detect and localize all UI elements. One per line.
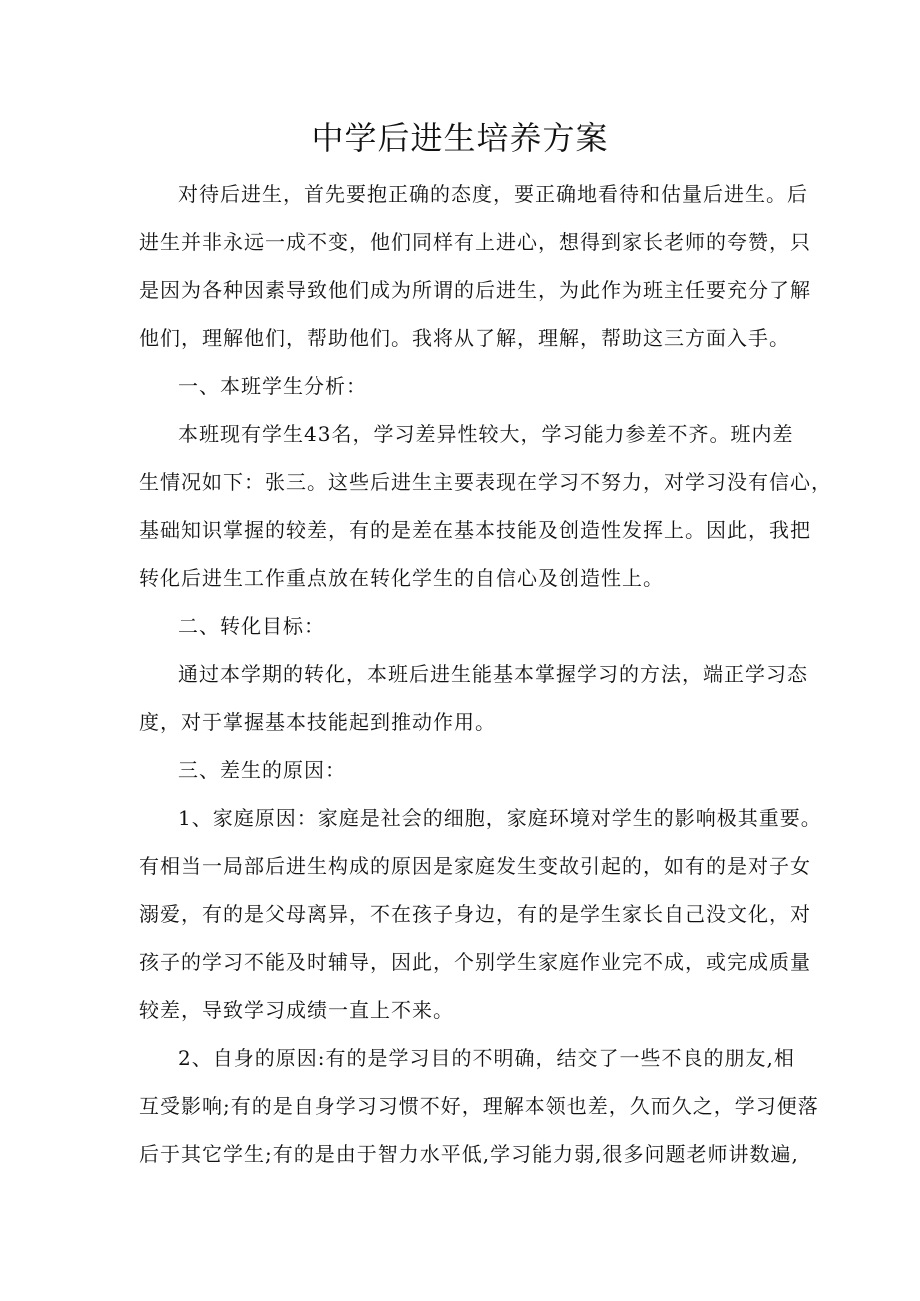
section-heading: 二、转化目标： [178, 614, 325, 638]
document-title: 中学后进生培养方案 [311, 119, 609, 157]
paragraph-line: 通过本学期的转化，本班后进生能基本掌握学习的方法，端正学习态 [178, 662, 808, 686]
paragraph-line: 进生并非永远一成不变，他们同样有上进心，想得到家长老师的夸赞，只 [139, 230, 811, 254]
paragraph-line: 是因为各种因素导致他们成为所谓的后进生，为此作为班主任要充分了解 [139, 278, 811, 302]
paragraph-line: 后于其它学生;有的是由于智力水平低,学习能力弱,很多问题老师讲数遍, [139, 1142, 799, 1166]
paragraph-line: 基础知识掌握的较差，有的是差在基本技能及创造性发挥上。因此，我把 [139, 518, 811, 542]
paragraph-line: 他们，理解他们，帮助他们。我将从了解，理解，帮助这三方面入手。 [139, 326, 790, 350]
paragraph-line: 2、自身的原因:有的是学习目的不明确，结交了一些不良的朋友,相 [178, 1046, 795, 1070]
paragraph-line: 1、家庭原因：家庭是社会的细胞，家庭环境对学生的影响极其重要。 [178, 806, 822, 830]
paragraph-line: 较差，导致学习成绩一直上不来。 [139, 998, 454, 1022]
paragraph-line: 对待后进生，首先要抱正确的态度，要正确地看待和估量后进生。后 [178, 182, 808, 206]
paragraph-line: 互受影响;有的是自身学习习惯不好，理解本领也差，久而久之，学习便落 [139, 1094, 819, 1118]
paragraph-line: 本班现有学生43名，学习差异性较大，学习能力参差不齐。班内差 [178, 422, 794, 446]
section-heading: 三、差生的原因： [178, 758, 346, 782]
paragraph-line: 生情况如下：张三。这些后进生主要表现在学习不努力，对学习没有信心， [139, 470, 832, 494]
paragraph-line: 有相当一局部后进生构成的原因是家庭发生变故引起的，如有的是对子女 [139, 854, 811, 878]
section-heading: 一、本班学生分析： [178, 374, 367, 398]
paragraph-line: 溺爱，有的是父母离异，不在孩子身边，有的是学生家长自己没文化，对 [139, 902, 811, 926]
paragraph-line: 孩子的学习不能及时辅导，因此，个别学生家庭作业完不成，或完成质量 [139, 950, 811, 974]
paragraph-line: 转化后进生工作重点放在转化学生的自信心及创造性上。 [139, 566, 664, 590]
paragraph-line: 度，对于掌握基本技能起到推动作用。 [139, 710, 496, 734]
